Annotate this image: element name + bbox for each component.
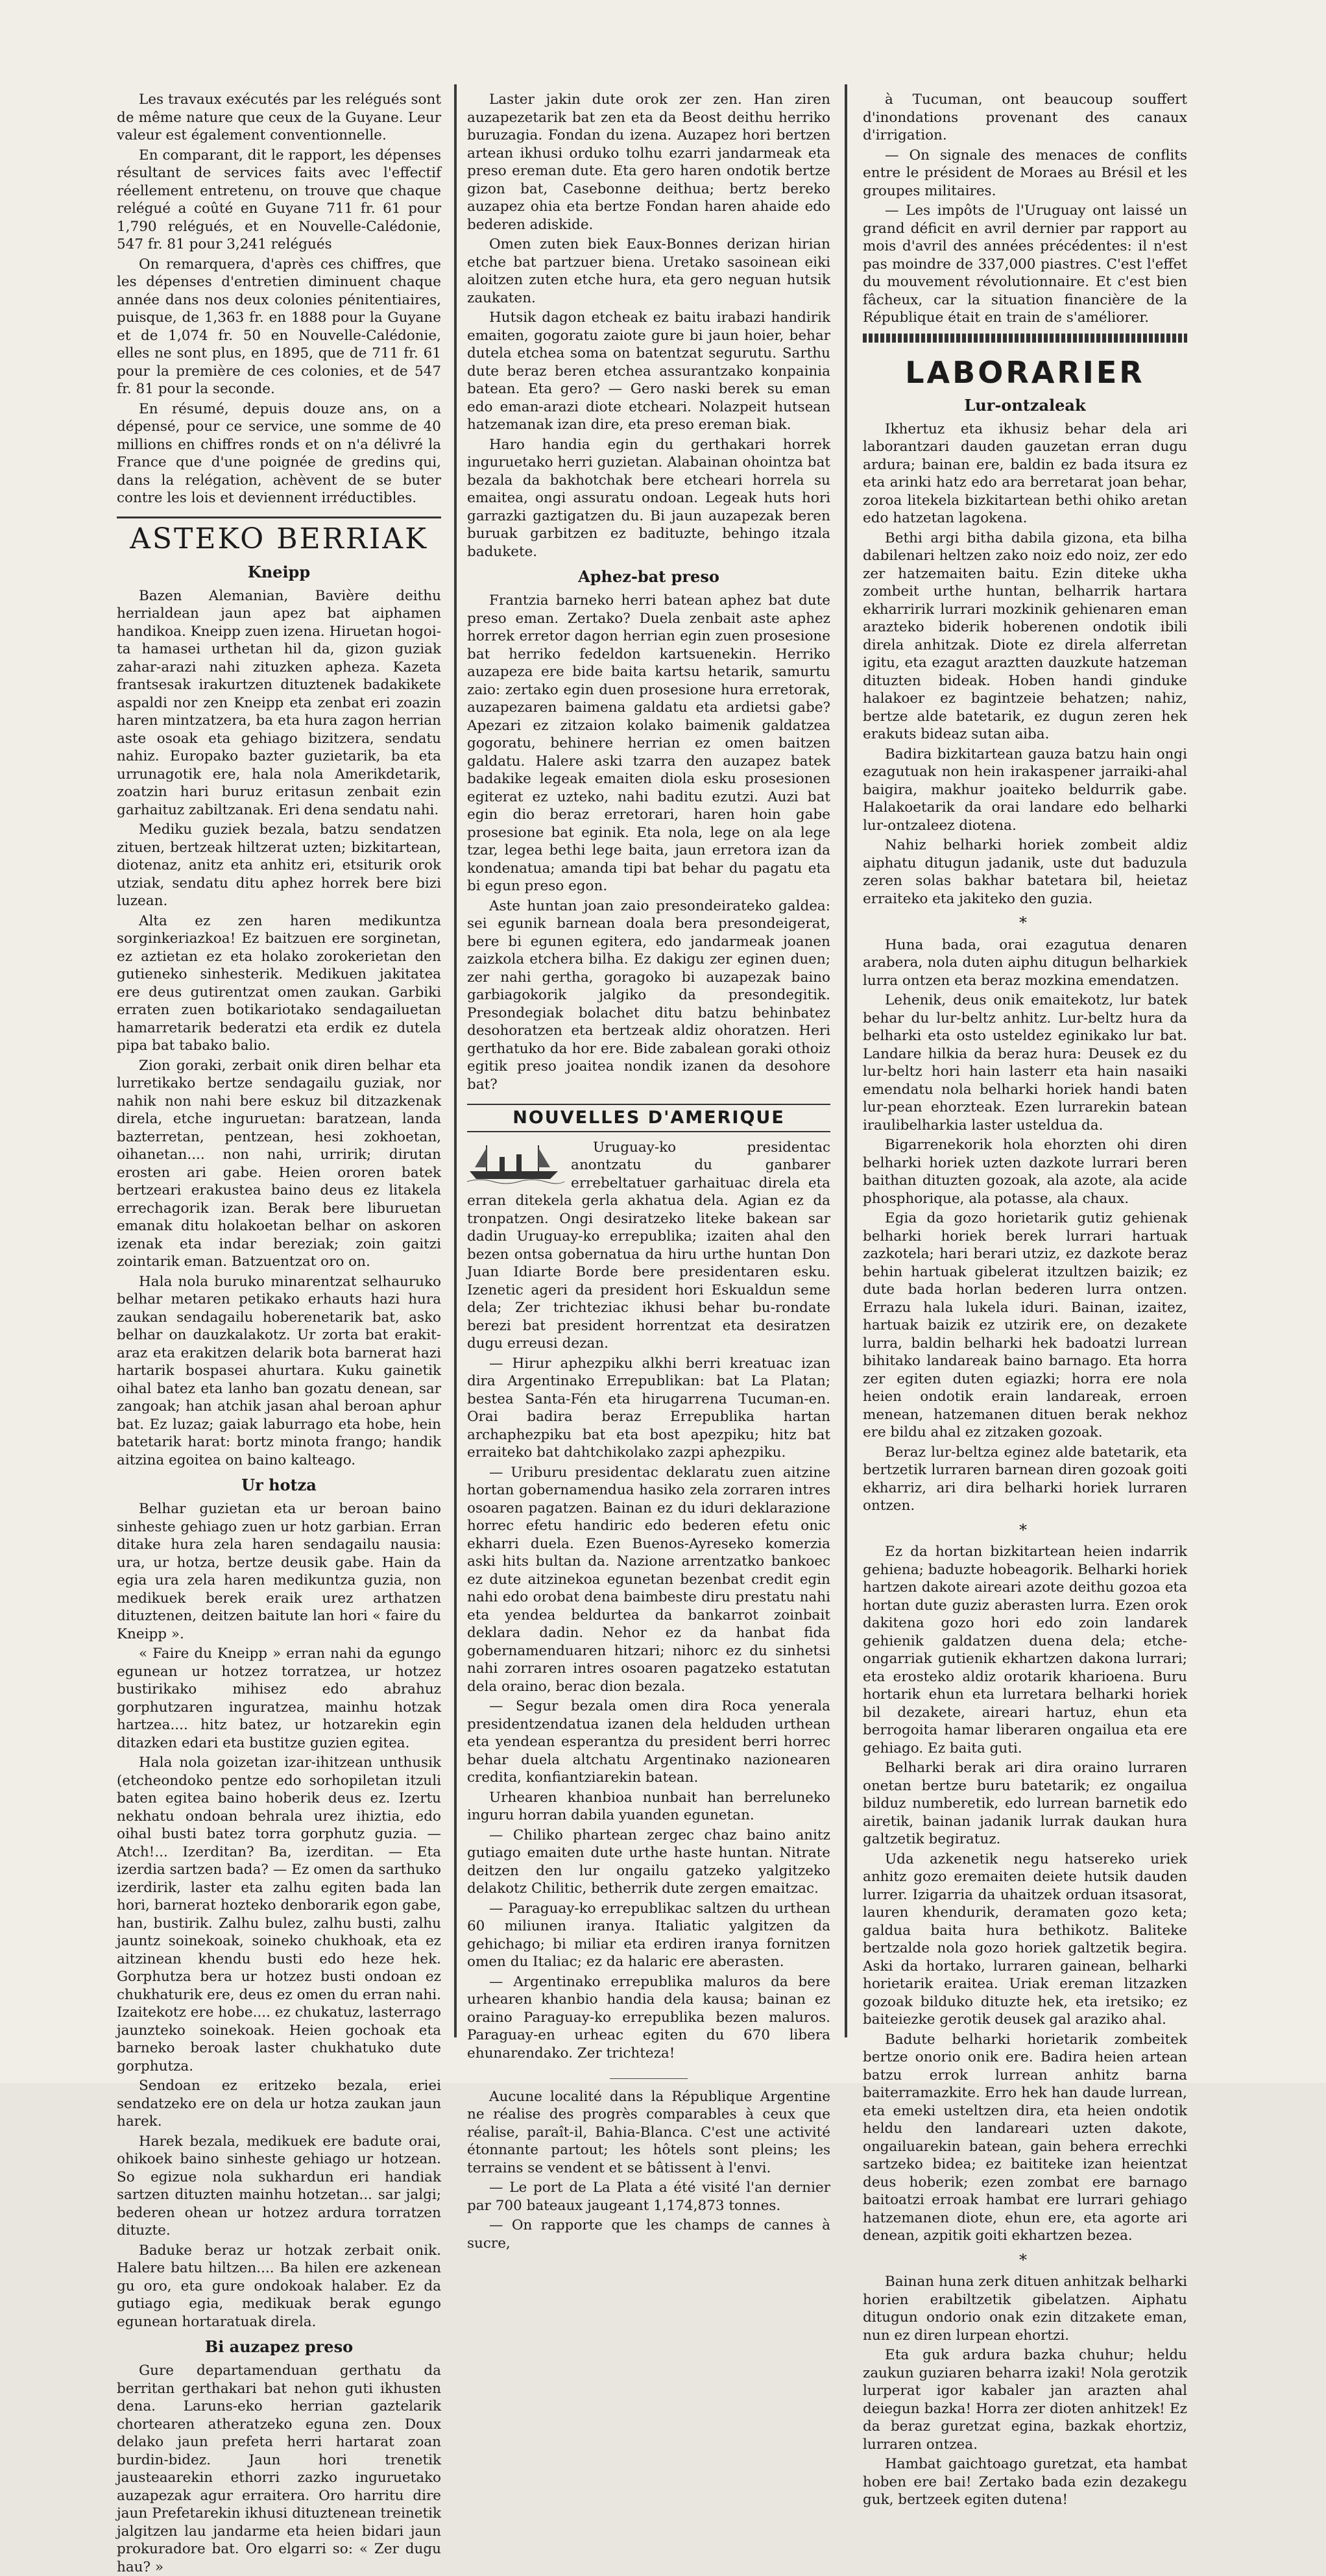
paragraph: En comparant, dit le rapport, les dépenses résultant de services faits avec l'effectif réellement entretenu, on trouve que chaque relégué a coûté en Guyane 711 fr. 61 pour 1,790 relégués, et en Nouvelle-Calédonie, 547 fr. 81 pour 3,241 relégués	[117, 147, 441, 252]
column-divider	[454, 84, 457, 2037]
paragraph: Lehenik, deus onik emaitekotz, lur batek behar du lur-beltz anhitz. Lur-beltz hura da belharki eta osto usteldez eginikako lur bat. Landare hilkia da beraz hura: Deusek ez du lur-beltz hori hain lasterr eta hain nasaiki emendatu nola belharki horiek handi baten lur-pean ehorzteak. Ezen lurrarekin batean iraulibelharkia laster usteldua da.	[863, 992, 1187, 1134]
paragraph: Les travaux exécutés par les relégués sont de même nature que ceux de la Guyane. Leur valeur est également conventionnelle.	[117, 91, 441, 143]
paragraph: Bazen Alemanian, Bavière deithu herrialdean jaun apez bat aiphamen handikoa. Kneipp zuen izena. Hiruetan hogoi-ta hamasei urthetan hil da, gizon guziak zahar-arazi nahi zituzken apheza. Kazeta frantsesak irakurtzen dituztenek badakikete aspaldi nor zen Kneipp eta zenbat eri zoazin haren mintzatzera, ba eta hura zagon herrian aste osoak eta gehiago bizitzera, sendatu nahiz. Europako bazter guzietarik, ba eta urrunagotik ere, hala nola Amerikdetarik, zoatzin hari buruz eritasun zenbait ezin garhaituz zabiltzanak. Eri dena sendatu nahi.	[117, 587, 441, 818]
ornamental-band	[863, 334, 1187, 343]
paragraph: à Tucuman, ont beaucoup souffert d'inondations provenant des canaux d'irrigation.	[863, 91, 1187, 143]
paragraph: Egia da gozo horietarik gutiz gehienak belharki horiek berek lurrari hartuak zazkotela; hari berari utziz, ez dazkote beraz behin hartuak gibelerat itzultzen baizik; ez dute bada horlan bederen lurra ontzen. Errazu hala lukela iduri. Bainan, izaitez, hartuak baizik ez utzirik ere, on dezakete lurra, baldin belharki hek badoatzi lurrean bihitako landareak baino barnago. Eta horra zer egiten duten egiazki; horra ere nola heien ondotik erain landareak, erroen menean, hatzemanen dituen berak nekhoz ere bildu ahal ez zitzaken gozoak.	[863, 1210, 1187, 1440]
paragraph: « Faire du Kneipp » erran nahi da egungo egunean ur hotzez torratzea, ur hotzez bustirikako mihisez edo abrahuz gorphutzaren inguratzea, mainhu hotzak hartzea.... hitz batez, ur hotzarekin egin ditazken edari eta bustitze guzien egitea.	[117, 1646, 441, 1751]
section-title-nouvelles-amerique: NOUVELLES D'AMERIQUE	[467, 1104, 830, 1132]
paragraph: Sendoan ez eritzeko bezala, eriei sendatzeko ere on dela ur hotza zaukan jaun harek.	[117, 2078, 441, 2130]
asterism-separator: *	[1019, 914, 1031, 932]
paragraph: Alta ez zen haren medikuntza sorginkeriazkoa! Ez baitzuen ere sorginetan, ez aztietan ez eta holako zorokerietan den gutieneko sinhesterik. Medikuen jakitatea ere deus gutirentzat omen zaukan. Garbiki erraten zuen botikariotako sendagailuetan hamarretarik bederatzi eta erdik ez dutela pipa bat tabako balio.	[117, 912, 441, 1054]
steamship-illustration-icon	[467, 1141, 564, 1184]
paragraph: Bethi argi bitha dabila gizona, eta bilha dabilenari heltzen zako noiz edo noiz, zer edo zer hatzemaiten baitu. Ezin diteke ukha zombeit urthe huntan, belharrik hartara ekharririk lurrari mozkinik gehienaren eman arazteko biderik hoberenen ondotik ibili direla anhitzak. Diote ez direla alferretan igitu, eta ezagut araztten dauzkute hatzeman dituzten bideak. Hoben handi ginduke halakoer ez bagintzeie behatzen; nahiz, bertze alde batetarik, ez dugun zeren hek erakuts bideaz sutan aiba.	[863, 529, 1187, 742]
paragraph: — Uriburu presidentac deklaratu zuen aitzine hortan gobernamendua hasiko zela zorraren intres osoaren pagatzen. Bainan ez du iduri deklarazione horrec efetu handiric edo bederen efetu onic ekharri duela. Ezen Buenos-Ayreseko komerzia aski hits bultan da. Nazione arrentzatko bankoec ez dute aitzinekoa egunetan bezenbat credit egin nahi edo orobat dena baimbeste diru prestatu nahi eta yendea beldurtea da bankarrot zoinbait deklara dadin. Nehor ez da hanbat fida gobernamenduaren hitzari; nihorc ez du sinhetsi nahi zorraren intres osoaren pagatzeko estatutan dela oraino, berac dion bezala.	[467, 1464, 830, 1695]
paragraph: — Segur bezala omen dira Roca yenerala presidentzendatua izanen dela helduden urthean eta yendean esperantza du president berri horrec behar duela altchatu Argentinako nazionearen credita, konfiantziarekin batean.	[467, 1698, 830, 1786]
heading-aphez-bat-preso: Aphez-bat preso	[578, 567, 719, 586]
paragraph: Bigarrenekorik hola ehorzten ohi diren belharki horiek uzten dazkote lurrari beren baithan dituzten gozoak, ala azote, ala acide phosphorique, ala potasse, ala chaux.	[863, 1137, 1187, 1207]
paragraph: Uruguay-ko presidentac anontzatu du ganbarer errebeltatuer garhaituac direla eta erran ditekela gerla akhatua dela. Agian ez da tronpatzen. Ongi desiratzeko liteke bakean sar dadin Uruguay-ko errepublika; izaiten ahal den bezen ontsa gobernatua da hiru urthe huntan Don Juan Idiarte Borde bere presidentaren esku. Izenetic ageri da president hori Eskualdun seme dela; Zer trichteziac ikhusi behar bu-rondate berezi bat president horrentzat eta desiratzen dugu erreusi dezan.	[467, 1139, 830, 1352]
paragraph: Harek bezala, medikuek ere badute orai, ohikoek baino sinheste gehiago ur hotzean. So egizue nola sukhardun eri handiak sartzen dituzten mainhu hotzetan... sar jalgi; bederen ohean ur hotzez ardura torratzen dituzte.	[117, 2133, 441, 2239]
paragraph: — Argentinako errepublika maluros da bere urhearen khanbio handia dela kausa; bainan ez oraino Paraguay-ko errepublika bezen maluros. Paraguay-en urheac egiten du 670 libera ehunarendako. Zer trichteza!	[467, 1973, 830, 2061]
column-left	[117, 91, 441, 2575]
paragraph: Zion goraki, zerbait onik diren belhar eta lurretikako bertze sendagailu guziak, nor nahik non nahi bere eskuz bil ditzazkenak direla, etche inguruetan: baratzean, landa bazterretan, pentzean, hesi zokhoetan, oihanetan.... non nahi, urririk; dirutan erosten ari gabe. Heien ororen batek bertzeari erakustea baino deus ez litakela errechagorik izan. Berak bere liburuetan emanak ditu holakoetan belhar on askoren izenak eta indar bereziak; zoin gaitzi zointarik eman. Batzuentzat oro on.	[117, 1057, 441, 1270]
paragraph: — Hirur aphezpiku alkhi berri kreatuac izan dira Argentinako Errepublikan: bat La Platan; bestea Santa-Fén eta hirugarrena Tucuman-en. Orai badira beraz Errepublika hartan archaphezpiku bat eta bost apezpiku; hitz bat erraiteko bat dahtchikolako zazpi aphezpiku.	[467, 1355, 830, 1461]
paragraph: Aucune localité dans la République Argentine ne réalise des progrès comparables à ceux que réalise, paraît-il, Bahia-Blanca. C'est une activité étonnante partout; les hôtels sont pleins; les terrains se vendent et se bâtissent à l'envi.	[467, 2088, 830, 2176]
heading-kneipp: Kneipp	[247, 562, 311, 581]
column-divider	[845, 84, 847, 2037]
separator	[467, 2066, 830, 2084]
column-right	[863, 91, 1187, 2508]
asterism-separator: *	[1019, 1520, 1031, 1539]
paragraph: Frantzia barneko herri batean aphez bat dute preso eman. Zertako? Duela zenbait aste aphez horrek erretor dagon herrian egin zuen prosesione bat herriko fedeldon kartsuenekin. Herriko auzapeza ere bide baita kartsu hetarik, samurtu zaio: zertako egin duen prosesione hura erretorak, auzapezaren baimena galdatu eta ardietsi gabe? Apezari ez zitzaion kolako baimenik galdatzea gogoratu, behinere herrian ez omen baitzen galdatu. Halere aski tzarra den auzapez batek badakike legeak emaiten diola esku prosesionen egiterat ez uzteko, nahi baditu ezutzi. Auzi bat egin dio beraz erretorari, haren hoin gabe prosesione bat eginik. Eta nola, lege on ala lege tzar, legea bethi lege baita, jaun erretora izan da kondenatua; amanda tipi bat behar du pagatu eta bi egun preso egon.	[467, 592, 830, 894]
paragraph: Ikhertuz eta ikhusiz behar dela ari laborantzari dauden gauzetan erran dugu ardura; bainan ere, baldin ez bada itsura ez eta arinki hatz edo ara berretarat joan behar, zoroa litekela bizkitartean bethi ohiko aretan edo hatzetan lagokena.	[863, 420, 1187, 526]
paragraph: Aste huntan joan zaio presondeirateko galdea: sei egunik barnean doala bera presondeigerat, bere bi egunen egitera, edo jandarmeak joanen zaizkola etchera bilha. Ez dakigu zer eginen duen; zer nahi gertha, goragoko bi auzapezak baino garbiagokorik jalgiko da presondegitik. Presondegiak bolachet ditu batzu behinbatez desohoratzen eta bertzeak aldiz ohoratzen. Heri gerthatuko da hor ere. Bide zabalean goraki othoiz egitik preso joaitea nondik izanen da desohore bat?	[467, 897, 830, 1093]
section-title-asteko-berriak: ASTEKO BERRIAK	[117, 516, 441, 556]
paragraph: Laster jakin dute orok zer zen. Han ziren auzapezetarik bat zen eta da Beost deithu herriko buruzagia. Fondan du izena. Auzapez hori bertzen artean ikhusi orduko tolhu ezarri jandarmeak eta preso ereman dute. Eta gero haren ondotik bertze gizon bat, Casebonne deithua; bertz bereko auzapez ohia eta bertze Fondan haren ahaide edo bederen adiskide.	[467, 91, 830, 233]
paragraph: — On rapporte que les champs de cannes à sucre,	[467, 2217, 830, 2252]
paragraph: Badute belharki horietarik zombeitek bertze onorio onik ere. Badira heien artean batzu errok lurrean anhitz barna baiterramazkite. Erro hek han daude lurrean, eta emeki usteltzen dira, eta heien ondotik heldu den landareari uzten dakote, ongailuarekin batean, gain behera errechki sartzeko bidea; ez baititeke izan heientzat deus hoberik; ezen zombat ere barnago baitoatzi erroak hambat ere lurrari gehiago hatzemanen diote, ehun ere, eta agorte ari denean, azpitik goiti ekhartzen bezea.	[863, 2031, 1187, 2244]
paragraph: Nahiz belharki horiek zombeit aldiz aiphatu ditugun jadanik, uste dut baduzula zeren solas bakhar batetara bil, heietaz erraiteko eta jakiteko den guzia.	[863, 837, 1187, 907]
paragraph: En résumé, depuis douze ans, on a dépensé, pour ce service, une somme de 40 millions en chiffres ronds et on n'a délivré la France que d'une poignée de gredins qui, dans la relégation, achèvent de se buter contre les lois et deviennent irréductibles.	[117, 400, 441, 506]
paragraph: Belharki berak ari dira oraino lurraren onetan bertze buru batetarik; ez ongailua bilduz numberetik, edo lurrean barnetik edo airetik, bainan jadanik lurrak daukan hura galtzetik begiratuz.	[863, 1760, 1187, 1847]
paragraph: Uda azkenetik negu hatsereko uriek anhitz gozo eremaiten deiete hutsik dauden lurrer. Izigarria da uhaitzek orduan itsasorat, lauren khendurik, deramaten gozo keta; galdua baita hura bethikotz. Baliteke bertzalde nola gozo horiek galtzetik begira. Aski da hortako, lurraren gainean, belharki horietarik eraitea. Uriak ereman litzazken gozoak bilduko dituzte hek, eta iretsiko; ez baiteiezke gerotik deusek gal araziko ahal.	[863, 1851, 1187, 2028]
paragraph: Beraz lur-beltza eginez alde batetarik, eta bertzetik lurraren barnean diren gozoak goiti ekharriz, ari dira belharki horiek lurraren ontzen.	[863, 1444, 1187, 1514]
paragraph: Gure departamenduan gerthatu da berritan gerthakari bat nehon guti ikhusten dena. Laruns-eko herrian gaztelarik chortearen atheratzeko eguna zen. Doux delako jaun prefeta herri hartarat zoan burdin-bidez. Jaun hori trenetik jausteaarekin ethorri zazko inguruetako auzapezak agur erraitera. Oro harritu dire jaun Prefetarekin ikhusi dituztenean treinetik jalgitzen lau jandarme eta heien bidari jaun prokuradore bat. Oro elgarri so: « Zer dugu hau? »	[117, 2363, 441, 2575]
paragraph: — Paraguay-ko errepublikac saltzen du urthean 60 miliunen iranya. Italiatic yalgitzen da gehichago; bi miliar eta erdiren iranya fornitzen omen du Italiac; ez da halaric ere aberasten.	[467, 1900, 830, 1970]
paragraph: Hambat gaichtoago guretzat, eta hambat hoben ere bai! Zertako bada ezin dezakegu guk, bertzeek egiten dutena!	[863, 2456, 1187, 2508]
paragraph: Huna bada, orai ezagutua denaren arabera, nola duten aiphu ditugun belharkiek lurra ontzen eta beraz mozkina emendatzen.	[863, 936, 1187, 989]
paragraph: — Le port de La Plata a été visité l'an dernier par 700 bateaux jaugeant 1,174,873 tonnes.	[467, 2180, 830, 2214]
heading-ur-hotza: Ur hotza	[241, 1476, 317, 1494]
asterism-separator: *	[1019, 2250, 1031, 2269]
section-title-laborarier: LABORARIER	[905, 354, 1145, 390]
paragraph: Eta guk ardura bazka chuhur; heldu zaukun guziaren beharra izaki! Nola gerotzik lurperat igor kabaler jan arazten ahal deiegun bazka! Horra zer dioten anhitzek! Ez da beraz guretzat egina, bazkak ehortziz, lurraren ontzea.	[863, 2347, 1187, 2453]
paragraph: Baduke beraz ur hotzak zerbait onik. Halere batu hiltzen.... Ba hilen ere azkenean gu oro, eta gure ondokoak halaber. Ez da gutiago egia, medikuak berak egungo egunean hortaratuak direla.	[117, 2242, 441, 2330]
heading-bi-auzapez-preso: Bi auzapez preso	[204, 2337, 354, 2356]
paragraph: On remarquera, d'après ces chiffres, que les dépenses d'entretien diminuent chaque année dans nos deux colonies pénitentiaires, puisque, de 1,363 fr. en 1888 pour la Guyane et de 1,074 fr. 50 en Nouvelle-Calédonie, elles ne sont plus, en 1895, que de 711 fr. 61 pour la première de ces colonies, et de 547 fr. 81 pour la seconde.	[117, 256, 441, 397]
paragraph: — Chiliko phartean zergec chaz baino anitz gutiago emaiten dute urthe haste huntan. Nitrate deitzen den lur ongailu gatzeko yalgitzeko delakotz Chilitic, betherrik dute zergen emaitzac.	[467, 1827, 830, 1897]
paragraph: Omen zuten biek Eaux-Bonnes derizan hirian etche bat partzuer biena. Uretako sasoinean eiki aloitzen zuten etche hura, eta gero neguan hutsik zaukaten.	[467, 236, 830, 306]
paragraph: — On signale des menaces de conflits entre le président de Moraes au Brésil et les groupes militaires.	[863, 147, 1187, 199]
paragraph: Belhar guzietan eta ur beroan baino sinheste gehiago zuen ur hotz garbian. Erran ditake hura zela haren sendagailu nausia: ura, ur hotza, bertze deusik gabe. Hain da egia ura zela haren medikuntza guzia, non medikuek berek eraik urez arthatzen dituztenen, deitzen baitute lan hori « faire du Kneipp ».	[117, 1501, 441, 1642]
paragraph: Hala nola goizetan izar-ihitzean unthusik (etcheondoko pentze edo sorhopiletan itzuli baten egitea baino hoberik deus ez. Izertu nekhatu ondoan behrala urez ihiztia, edo oihal busti batez torra gorphutz guzia. — Atch!... Izerditan? Ba, izerditan. — Eta izerdia sartzen bada? — Ez omen da sarthuko izerdirik, laster eta zalhu egiten bada lan hori, barnerat hozteko denborarik egon gabe, han, bustirik. Zalhu bulez, zalhu busti, zalhu jauntz soinekoak, soineko chukhoak, eta ez aitzinean khendu busti edo heze hek. Gorphutza bera ur hotzez busti ondoan ez chukhaturik ere, deus ez omen du erran nahi. Izaitekotz ere hobe.... ez chukatuz, lasterrago jaunzteko soinekoak. Heien gochoak eta barneko beroak laster chukhatuko dute gorphutza.	[117, 1755, 441, 2074]
paragraph: Ez da hortan bizkitartean heien indarrik gehiena; baduzte hobeagorik. Belharki horiek hartzen dakote aireari azote deithu gozoa eta hortan dute guziz aberasten lurra. Ezen orok dakitena gozo hori edo zoin landarek gehienik galdatzen duena dela; etche-ongarriak gutienik ekhartzen dakona lurrari; eta erosteko aldiz orotarik kharioena. Buru hortarik ehun eta lurretara belharki horiek bil dezakete, aireari hartuz, ehun eta berrogoita hamar liberaren ongailua eta ere gehiago. Ez baita guti.	[863, 1544, 1187, 1756]
paragraph: Badira bizkitartean gauza batzu hain ongi ezagutuak non hein irakaspener jarraiki-ahal baigira, makhur joaiteko beldurrik gabe. Halakoetarik da orai landare edo belharki lur-ontzaleez diotena.	[863, 746, 1187, 834]
heading-lur-ontzaleak: Lur-ontzaleak	[964, 395, 1086, 415]
paragraph: Urhearen khanbioa nunbait han berreluneko inguru horran dabila yuanden egunetan.	[467, 1789, 830, 1823]
column-middle	[467, 91, 830, 2252]
paragraph: Bainan huna zerk dituen anhitzak belharki horien erabiltzetik gibelatzen. Aiphatu ditugun ondorio onak ezin ditzakete eman, nun ez diren lurpean ehortzi.	[863, 2274, 1187, 2344]
paragraph: — Les impôts de l'Uruguay ont laissé un grand déficit en avril dernier par rapport au mois d'avril des années précédentes: il n'est pas moindre de 337,000 piastres. C'est l'effet du mouvement révolutionnaire. Et c'est bien fâcheux, car la situation financière de la République était en train de s'améliorer.	[863, 202, 1187, 326]
paragraph: Haro handia egin du gerthakari horrek inguruetako herri guzietan. Alabainan ohointza bat bezala da bakhotchak bere etcheari horrela su emaitea, ongi assuratu ondoan. Legeak huts hori garrazki gaztigatzen du. Bi jaun auzapezak beren buruak garbitzen ez badituzte, behingo itzala badukete.	[467, 436, 830, 560]
paragraph: Mediku guziek bezala, batzu sendatzen zituen, bertzeak hiltzerat uzten; bizkitartean, diotenaz, anitz eta anhitz eri, etsiturik orok utziak, sendatu ditu aphez horrek bere bizi luzean.	[117, 821, 441, 909]
paragraph: Hala nola buruko minarentzat selhauruko belhar metaren petikako erhauts hazi hura zaukan sendagailu hoberenetarik bat, asko belhar on dauzkalakotz. Ur zorta bat erakit-araz eta erakitzen delarik bota barnerat hazi hartarik bospasei ahurtara. Kuku gainetik oihal batez eta lanho ban gozatu denean, sar zangoak; han atchik jasan ahal beroan aphur bat. Ez luzaz; gaiak laburrago eta hobe, hein batetarik harat: bortz minota frango; handik aitzina egoitea on baino kalteago.	[117, 1273, 441, 1468]
paragraph: Hutsik dagon etcheak ez baitu irabazi handirik emaiten, gogoratu zaiote gure bi jaun hoier, behar dutela etchea soma on batentzat segurutu. Sarthu dute beraz beren etchea assurantzako konpainia batean. Eta gero? — Gero naski berek su eman edo eman-arazi diote etcheari. Nolazpeit hutsean hatzemanak izan dire, eta preso ereman biak.	[467, 310, 830, 433]
